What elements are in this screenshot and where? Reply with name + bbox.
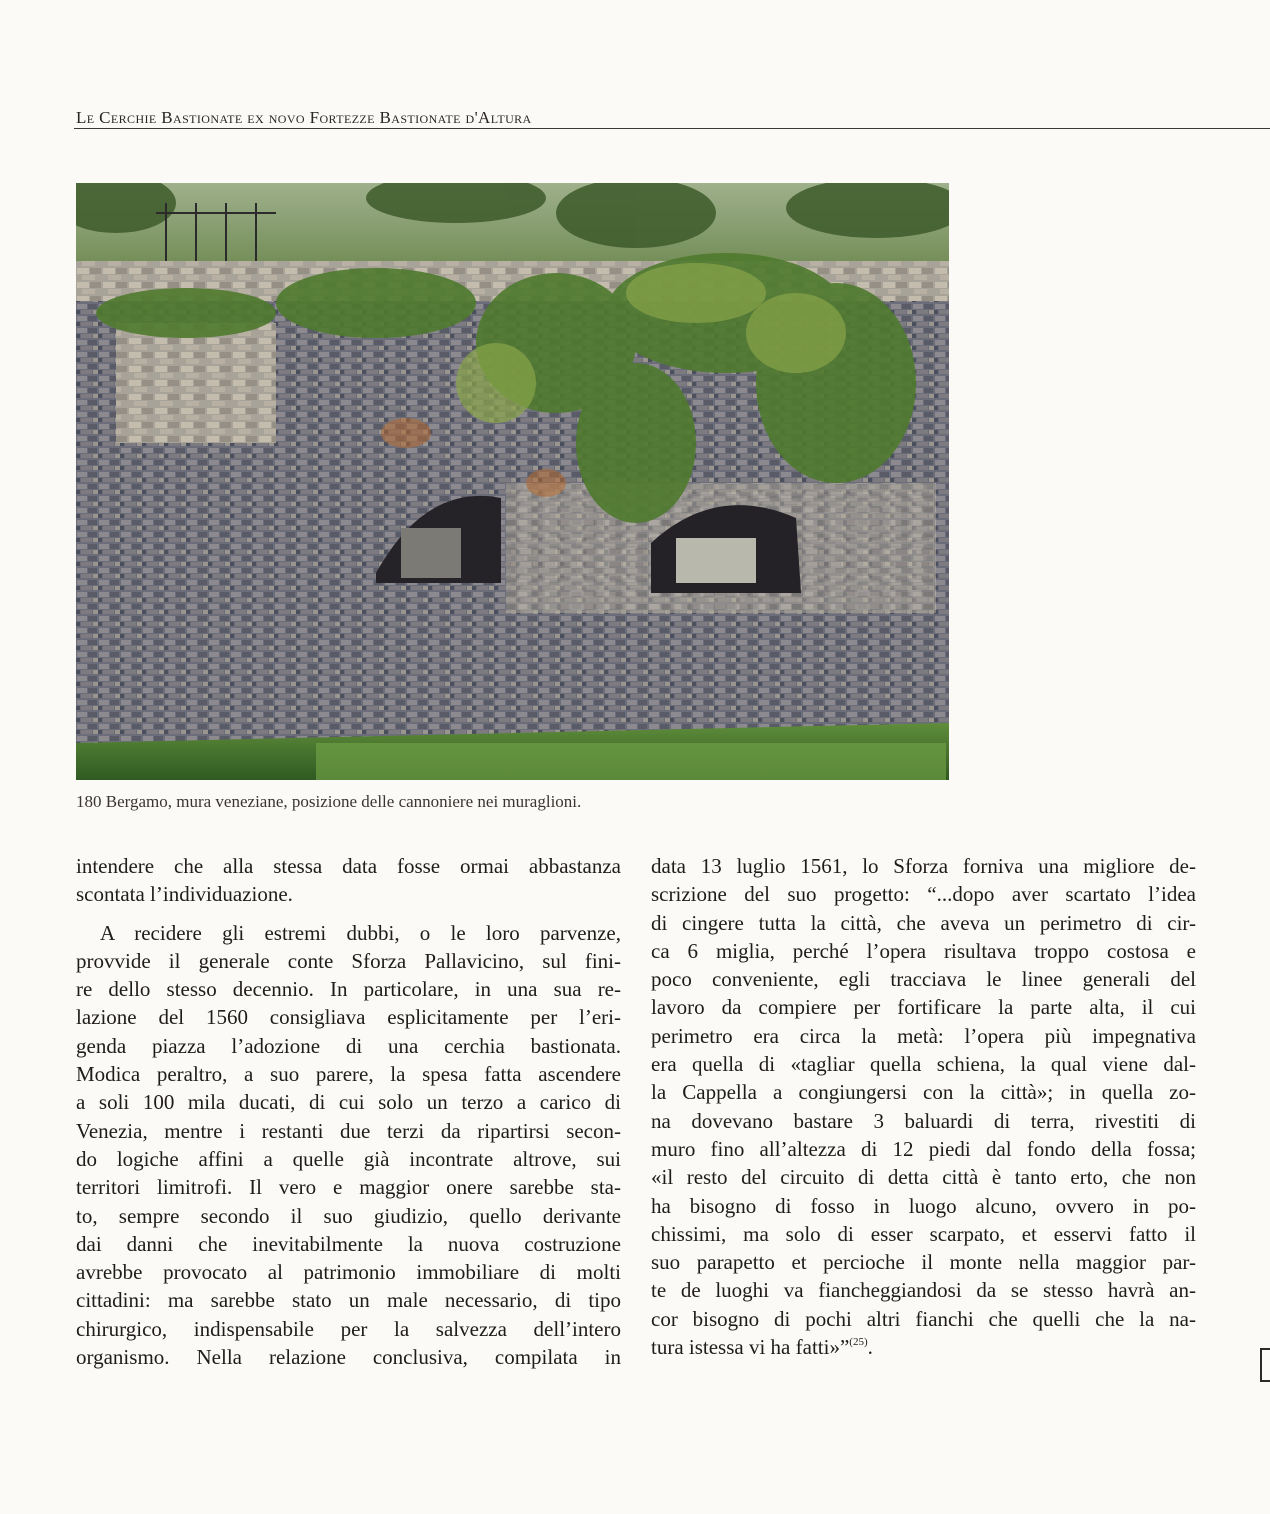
text-line: te de luoghi va fiancheggiandosi da se stesso havrà an-	[651, 1278, 1196, 1303]
text-column-left	[76, 852, 621, 1371]
text-line: chissimi, ma solo di esser scarpato, et esservi fatto il	[651, 1221, 1196, 1246]
text-line: Venezia, mentre i restanti due terzi da ripartirsi secon-	[76, 1118, 621, 1143]
text-line: na dovevano bastare 3 baluardi di terra, rivestiti di	[651, 1108, 1196, 1133]
paragraph	[76, 919, 621, 1372]
running-header: Le Cerchie Bastionate ex novo Fortezze Bastionate d'Altura	[76, 108, 532, 127]
text-line: a soli 100 mila ducati, di cui solo un terzo a carico di	[76, 1090, 621, 1115]
paragraph	[76, 852, 621, 909]
text-line: dai danni che inevitabilmente la nuova costruzione	[76, 1231, 621, 1256]
text-line: «il resto del circuito di detta città è tanto erto, che non	[651, 1165, 1196, 1190]
text-line: A recidere gli estremi dubbi, o le loro parvenze,	[100, 920, 621, 945]
text-line: suo parapetto et percioche il monte nella maggior par-	[651, 1250, 1196, 1275]
text-line: Modica peraltro, a suo parere, la spesa fatta ascendere	[76, 1062, 621, 1087]
text-fragment: tura istessa vi ha fatti»”	[651, 1335, 850, 1360]
text-line: ca 6 miglia, perché l’opera risultava troppo costosa e	[651, 938, 1196, 963]
text-fragment: .	[867, 1335, 873, 1360]
text-line: provvide il generale conte Sforza Pallavicino, sul fini-	[76, 948, 621, 973]
text-column-right	[651, 852, 1196, 1361]
footnote-reference: (25)	[849, 1336, 868, 1349]
text-line: muro fino all’altezza di 12 piedi dal fondo della fossa;	[651, 1136, 1196, 1161]
text-line: do logiche affini a quelle già incontrate altrove, sui	[76, 1146, 621, 1171]
text-line: perimetro era circa la metà: l’opera più impegnativa	[651, 1023, 1196, 1048]
text-line: lavoro da compiere per fortificare la parte alta, il cui	[651, 995, 1196, 1020]
text-line: data 13 luglio 1561, lo Sforza forniva una migliore de-	[651, 854, 1196, 878]
text-line: chirurgico, indispensabile per la salvezza dell’intero	[76, 1316, 621, 1341]
text-line: lazione del 1560 consigliava esplicitamente per l’eri-	[76, 1005, 621, 1030]
figure-photo-bergamo-walls	[76, 183, 949, 780]
text-line: scontata l’individuazione.	[76, 882, 293, 907]
text-line: era quella di «tagliar quella schiena, la qual viene dal-	[651, 1052, 1196, 1077]
text-line: genda piazza l’adozione di una cerchia bastionata.	[76, 1033, 621, 1058]
header-rule	[74, 128, 1270, 129]
text-line: territori limitrofi. Il vero e maggior onere sarebbe sta-	[76, 1175, 621, 1200]
text-line: cor bisogno di pochi altri fianchi che quelli che la na-	[651, 1306, 1196, 1331]
text-line: la Cappella a congiungersi con la città»; in quella zo-	[651, 1080, 1196, 1105]
text-line	[651, 1333, 1196, 1361]
text-line: di cingere tutta la città, che aveva un perimetro di cir-	[651, 910, 1196, 935]
paragraph	[651, 852, 1196, 1361]
figure-caption: 180 Bergamo, mura veneziane, posizione delle cannoniere nei muraglioni.	[76, 792, 582, 811]
text-line: avrebbe provocato al patrimonio immobiliare di molti	[76, 1260, 621, 1285]
text-line: intendere che alla stessa data fosse ormai abbastanza	[76, 854, 621, 878]
text-line: scrizione del suo progetto: “...dopo aver scartato l’idea	[651, 882, 1196, 907]
page-edge-mark	[1260, 1348, 1270, 1382]
text-line: to, sempre secondo il suo giudizio, quello derivante	[76, 1203, 621, 1228]
text-line: re dello stesso decennio. In particolare, in una sua re-	[76, 977, 621, 1002]
text-line: cittadini: ma sarebbe stato un male necessario, di tipo	[76, 1288, 621, 1313]
text-line: poco conveniente, egli tracciava le linee generali del	[651, 967, 1196, 992]
text-line: organismo. Nella relazione conclusiva, compilata in	[76, 1345, 621, 1370]
text-line: ha bisogno di fosso in luogo alcuno, ovvero in po-	[651, 1193, 1196, 1218]
